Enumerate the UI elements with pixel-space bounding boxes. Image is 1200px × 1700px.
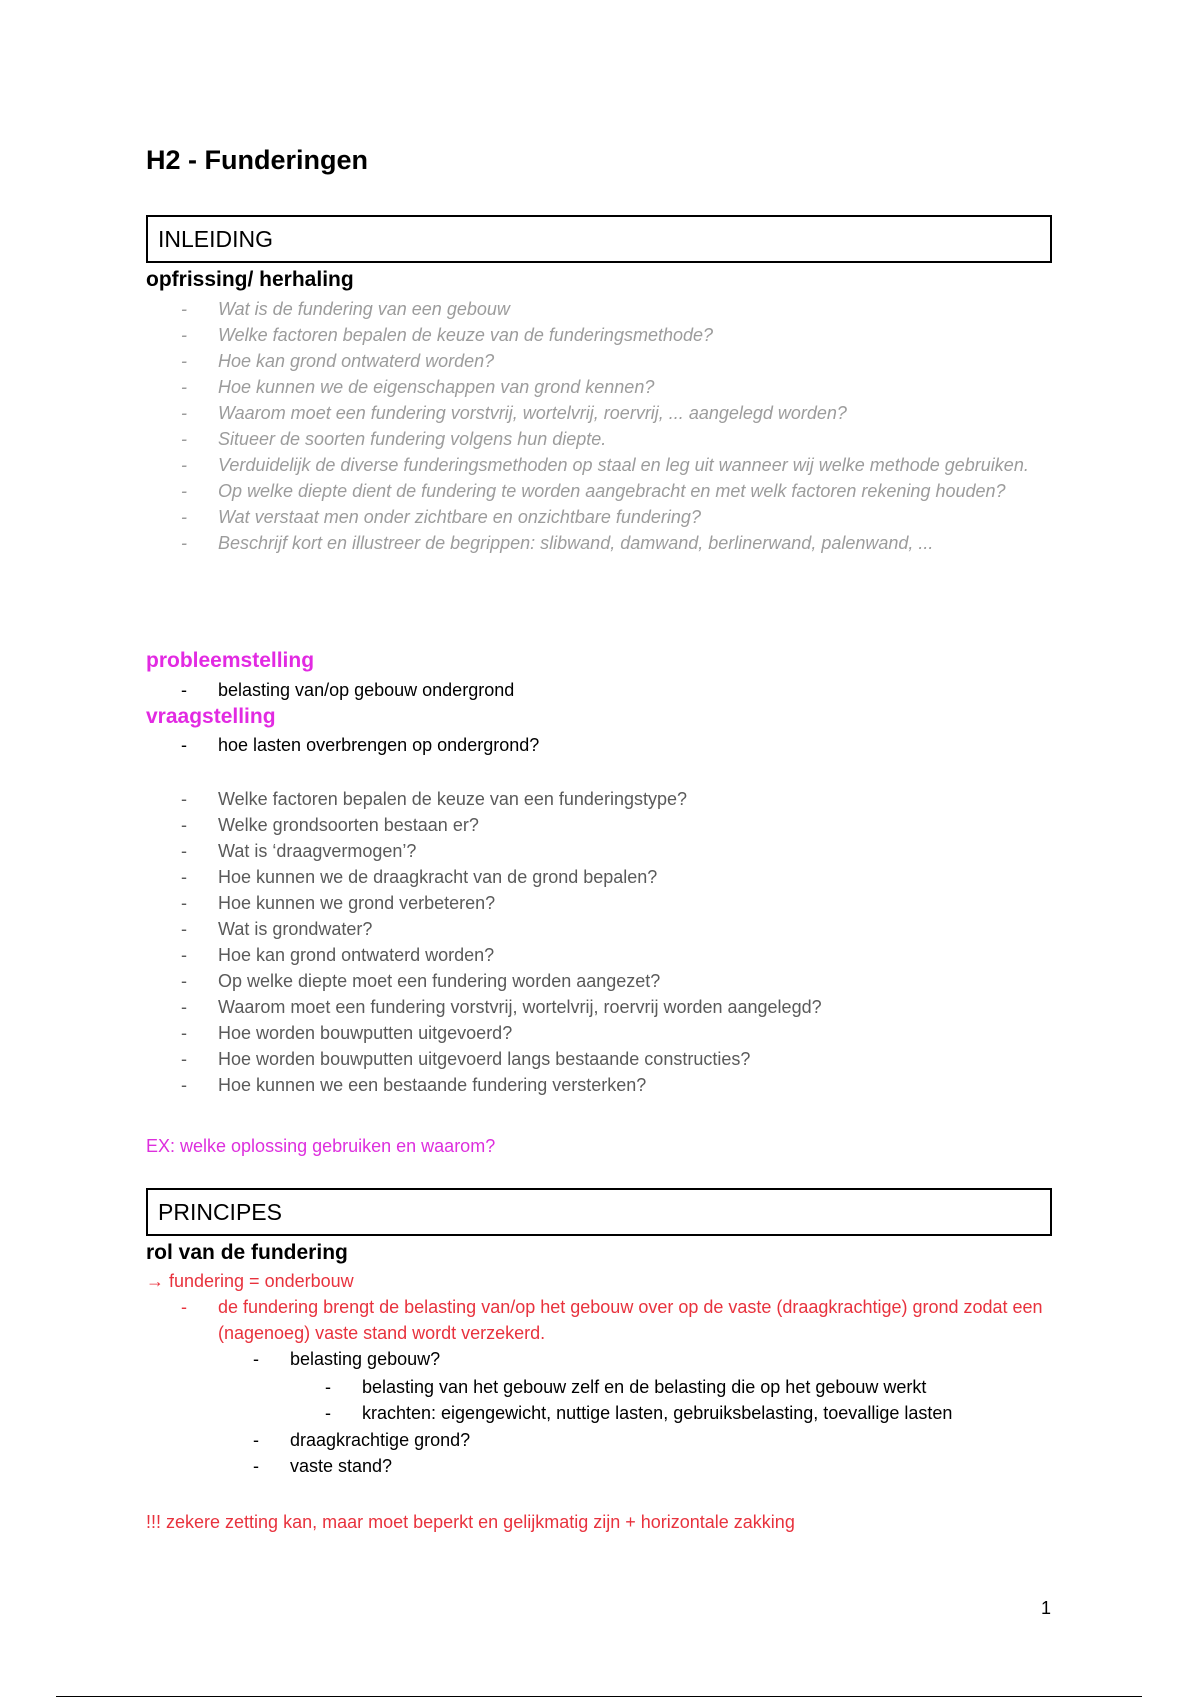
section-header-inleiding: INLEIDING bbox=[146, 215, 1052, 263]
probleemstelling-list bbox=[181, 677, 1058, 703]
list-item: - Op welke diepte dient de fundering te worden aangebracht en met welk factoren rekening houden? bbox=[181, 481, 1006, 501]
list-item: - Hoe kunnen we grond verbeteren? bbox=[181, 893, 496, 913]
list-item: - Op welke diepte moet een fundering worden aangezet? bbox=[181, 971, 661, 991]
list-item: - Waarom moet een fundering vorstvrij, wortelvrij, roervrij worden aangelegd? bbox=[181, 997, 822, 1017]
list-item: - belasting van het gebouw zelf en de belasting die op het gebouw werkt bbox=[325, 1377, 927, 1397]
list-item: - de fundering brengt de belasting van/op het gebouw over op de vaste (draagkrachtige) grond zodat een (nagenoeg) vaste stand wordt verzekerd. bbox=[181, 1297, 1043, 1343]
page-title: H2 - Funderingen bbox=[146, 145, 368, 175]
ex-note: EX: welke oplossing gebruiken en waarom? bbox=[146, 1136, 496, 1156]
vraagstelling-list bbox=[181, 732, 1058, 758]
list-item: - Verduidelijk de diverse funderingsmethoden op staal en leg uit wanneer wij welke methode gebruiken. bbox=[181, 455, 1029, 475]
list-item: - Wat is grondwater? bbox=[181, 919, 373, 939]
list-item: - Hoe kunnen we de draagkracht van de grond bepalen? bbox=[181, 867, 658, 887]
section-header-principes: PRINCIPES bbox=[146, 1188, 1052, 1236]
page-number: 1 bbox=[1041, 1598, 1052, 1618]
list-item: - vaste stand? bbox=[253, 1456, 393, 1476]
list-item: - Hoe worden bouwputten uitgevoerd? bbox=[181, 1023, 513, 1043]
warning-note: !!! zekere zetting kan, maar moet beperkt en gelijkmatig zijn + horizontale zakking bbox=[146, 1512, 795, 1532]
list-item: - Wat is ‘draagvermogen’? bbox=[181, 841, 417, 861]
list-item: - Welke factoren bepalen de keuze van een funderingstype? bbox=[181, 789, 687, 809]
list-item: - krachten: eigengewicht, nuttige lasten, gebruiksbelasting, toevallige lasten bbox=[325, 1403, 953, 1423]
list-item: - belasting gebouw? bbox=[253, 1349, 441, 1369]
rol-list bbox=[181, 1294, 1053, 1346]
list-item: - Situeer de soorten fundering volgens hun diepte. bbox=[181, 429, 607, 449]
arrow-line: → fundering = onderbouw bbox=[146, 1271, 354, 1291]
list-item: - belasting van/op gebouw ondergrond bbox=[181, 680, 515, 700]
heading-rol-van-de-fundering: rol van de fundering bbox=[146, 1241, 348, 1264]
list-item: - Welke grondsoorten bestaan er? bbox=[181, 815, 479, 835]
rol-sub-list-1 bbox=[253, 1346, 1050, 1372]
list-item: - Hoe kan grond ontwaterd worden? bbox=[181, 945, 495, 965]
questions-list bbox=[181, 786, 1058, 1098]
rol-sub-sub-list bbox=[325, 1374, 1062, 1426]
list-item: - Wat verstaat men onder zichtbare en onzichtbare fundering? bbox=[181, 507, 701, 527]
heading-probleemstelling: probleemstelling bbox=[146, 649, 315, 672]
list-item: - Hoe kunnen we een bestaande fundering versterken? bbox=[181, 1075, 647, 1095]
list-item: - draagkrachtige grond? bbox=[253, 1430, 471, 1450]
list-item: - Waarom moet een fundering vorstvrij, wortelvrij, roervrij, ... aangelegd worden? bbox=[181, 403, 847, 423]
list-item: - Hoe kan grond ontwaterd worden? bbox=[181, 351, 495, 371]
heading-vraagstelling: vraagstelling bbox=[146, 705, 276, 728]
list-item: - hoe lasten overbrengen op ondergrond? bbox=[181, 735, 540, 755]
list-item: - Beschrijf kort en illustreer de begrippen: slibwand, damwand, berlinerwand, palenwand, ... bbox=[181, 533, 934, 553]
footer-divider bbox=[56, 1696, 1142, 1697]
list-item: - Wat is de fundering van een gebouw bbox=[181, 299, 510, 319]
rol-sub-list-2 bbox=[253, 1427, 1050, 1479]
list-item: - Hoe kunnen we de eigenschappen van grond kennen? bbox=[181, 377, 655, 397]
list-item: - Hoe worden bouwputten uitgevoerd langs bestaande constructies? bbox=[181, 1049, 751, 1069]
heading-opfrissing: opfrissing/ herhaling bbox=[146, 268, 354, 291]
list-item: - Welke factoren bepalen de keuze van de funderingsmethode? bbox=[181, 325, 714, 345]
opfrissing-list bbox=[181, 296, 1058, 556]
